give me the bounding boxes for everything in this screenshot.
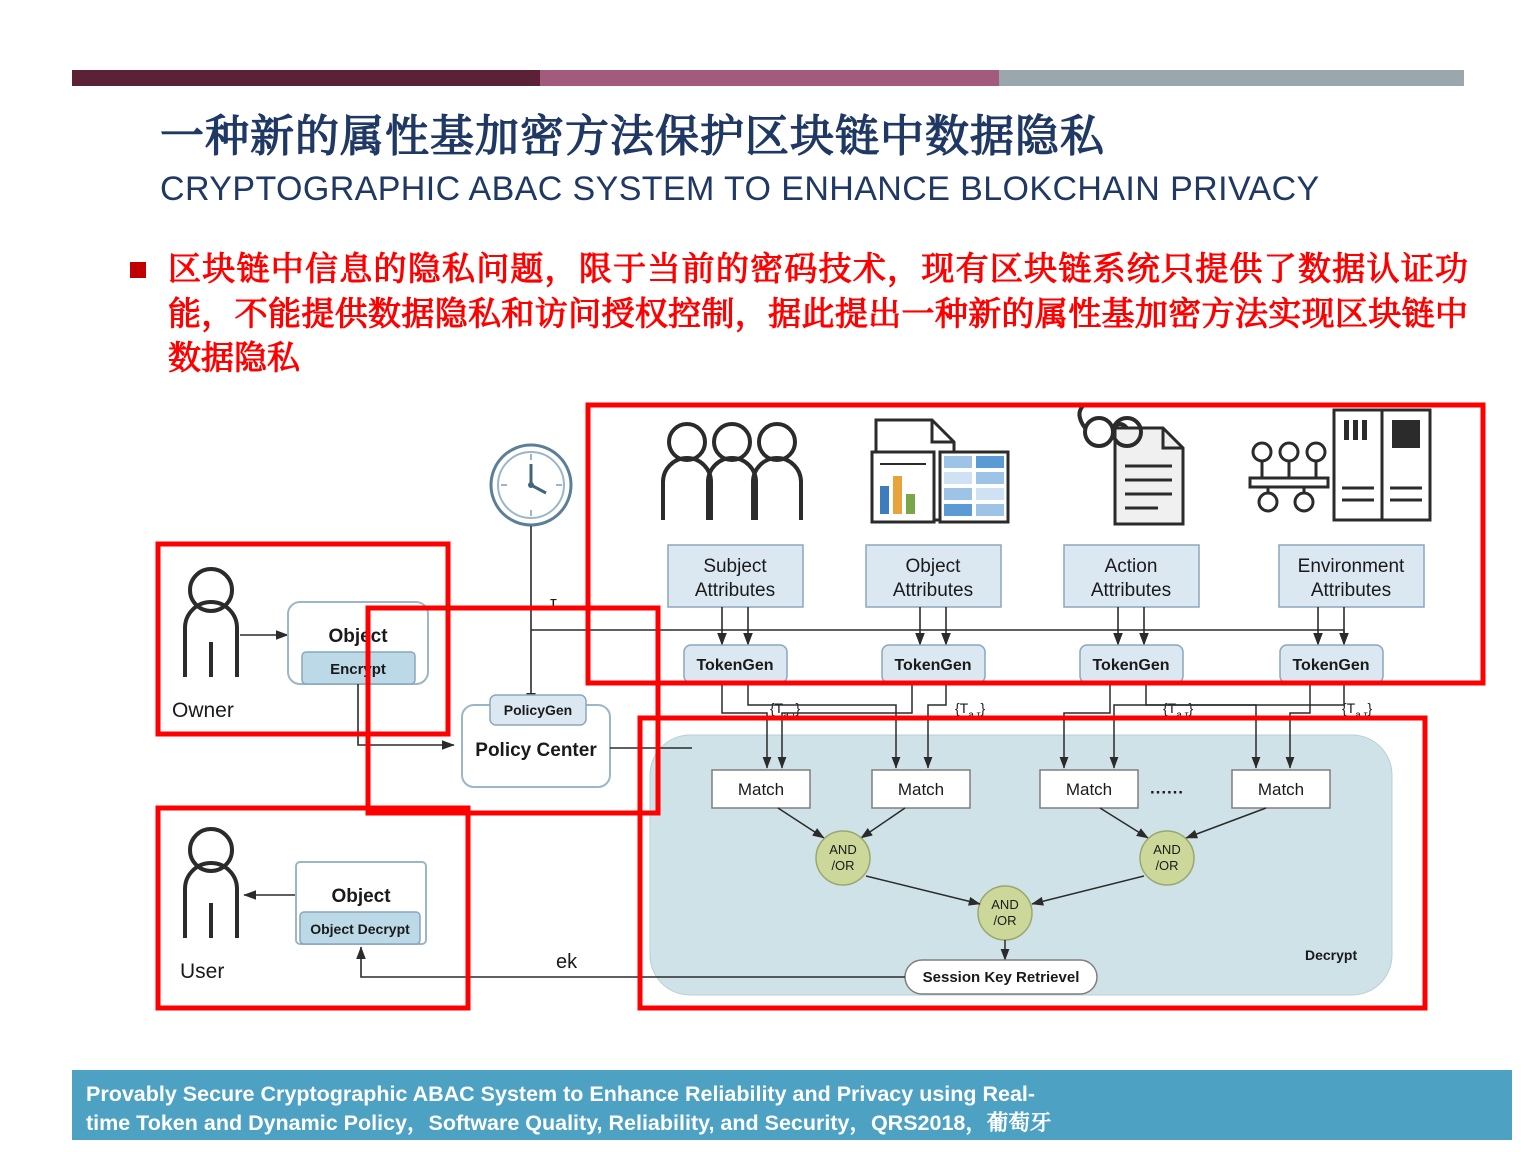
attribute-box-object-line1: Object — [905, 556, 961, 577]
attribute-box-object — [866, 545, 1001, 607]
object-decrypt-label: Object Decrypt — [310, 921, 410, 937]
session-key-retrieval-box — [905, 960, 1097, 994]
user-person-icon — [185, 829, 237, 938]
attribute-box-environment-line2: Attributes — [1310, 580, 1392, 601]
reference-line-2: time Token and Dynamic Policy，Software Quality, Reliability, and Security，QRS2018，葡萄牙 — [86, 1111, 1052, 1136]
token-set-open-4: {T — [1342, 700, 1356, 716]
match-box-3 — [1040, 770, 1138, 808]
top-bar-segment-1 — [72, 70, 540, 86]
logic-gate-root-line1: AND — [991, 897, 1019, 912]
logic-gate-1 — [816, 831, 870, 885]
owner-encrypt-label: Encrypt — [330, 661, 386, 678]
bullet-marker-icon — [130, 262, 146, 278]
token-set-sub-1: a,τ — [783, 710, 796, 721]
match-box-1-label: Match — [737, 780, 785, 799]
documents-icon — [872, 420, 1008, 522]
match-ellipsis: ······ — [1150, 783, 1184, 802]
tokengen-action-label: TokenGen — [1092, 657, 1170, 674]
match-box-2 — [872, 770, 970, 808]
tokengen-environment-label: TokenGen — [1292, 657, 1370, 674]
attribute-box-object-line2: Attributes — [892, 580, 974, 601]
attribute-box-action — [1064, 545, 1199, 607]
tokengen-environment — [1280, 645, 1383, 683]
logic-gate-1-line1: AND — [829, 842, 857, 857]
tokengen-object-label: TokenGen — [894, 657, 972, 674]
architecture-diagram — [0, 390, 1535, 1050]
reference-footer — [72, 1070, 1512, 1140]
owner-object-title: Object — [328, 626, 388, 647]
token-set-close-3: } — [1188, 700, 1194, 716]
slide-title-chinese: 一种新的属性基加密方法保护区块链中数据隐私 — [160, 112, 1105, 161]
owner-object-box — [288, 602, 428, 684]
tokengen-object — [882, 645, 985, 683]
match-box-2-label: Match — [897, 780, 945, 799]
tokengen-action — [1080, 645, 1183, 683]
logic-gate-1-line2: /OR — [831, 858, 855, 873]
top-bar-segment-3 — [999, 70, 1464, 86]
tokengen-subject — [684, 645, 787, 683]
decrypt-panel-label: Decrypt — [1305, 947, 1358, 963]
token-set-close-1: } — [795, 700, 801, 716]
attribute-box-subject-line2: Attributes — [694, 580, 776, 601]
slide-title-english: CRYPTOGRAPHIC ABAC SYSTEM TO ENHANCE BLOKCHAIN PRIVACY — [160, 170, 1320, 208]
user-label: User — [180, 960, 225, 983]
token-set-close-4: } — [1367, 700, 1373, 716]
token-set-sub-2: a,τ — [968, 710, 981, 721]
logic-gate-2-line1: AND — [1153, 842, 1181, 857]
match-box-1 — [712, 770, 810, 808]
user-object-box — [296, 862, 426, 944]
attribute-box-environment-line1: Environment — [1297, 556, 1405, 577]
owner-label: Owner — [172, 699, 234, 722]
attribute-box-subject — [668, 545, 803, 607]
user-object-title: Object — [331, 886, 391, 907]
attribute-box-subject-line1: Subject — [703, 556, 767, 577]
people-icon — [663, 424, 801, 520]
token-set-sub-4: a,τ — [1355, 710, 1368, 721]
match-box-4-label: Match — [1257, 780, 1305, 799]
server-icon — [1250, 410, 1430, 520]
attribute-box-action-line2: Attributes — [1090, 580, 1172, 601]
token-set-close-2: } — [980, 700, 986, 716]
token-set-open-1: {T — [770, 700, 784, 716]
bullet-text: 区块链中信息的隐私问题，限于当前的密码技术，现有区块链系统只提供了数据认证功能，不能提供数据隐私和访问授权控制，据此提出一种新的属性基加密方法实现区块链中数据隐私 — [168, 252, 1468, 378]
attribute-box-environment — [1279, 545, 1424, 607]
logic-gate-2-line2: /OR — [1155, 858, 1179, 873]
glasses-document-icon — [1079, 406, 1183, 524]
decorative-top-bars — [72, 70, 1464, 86]
policy-center-box — [462, 695, 610, 787]
token-set-open-3: {T — [1163, 700, 1177, 716]
reference-line-1: Provably Secure Cryptographic ABAC System to Enhance Reliability and Privacy using Real- — [86, 1082, 1036, 1106]
tokengen-subject-label: TokenGen — [696, 657, 774, 674]
clock-icon — [491, 445, 571, 525]
policygen-label: PolicyGen — [503, 702, 573, 718]
logic-gate-root-line2: /OR — [993, 913, 1017, 928]
bullet-paragraph — [130, 248, 1490, 382]
token-set-sub-3: a,τ — [1176, 710, 1189, 721]
ek-label: ek — [556, 951, 578, 973]
top-bar-segment-2 — [540, 70, 999, 86]
logic-gate-root — [978, 886, 1032, 940]
tau-label: τ — [550, 593, 557, 612]
policy-center-label: Policy Center — [475, 740, 597, 761]
logic-gate-2 — [1140, 831, 1194, 885]
match-box-4 — [1232, 770, 1330, 808]
match-box-3-label: Match — [1065, 780, 1113, 799]
owner-person-icon — [185, 569, 237, 677]
session-key-retrieval-label: Session Key Retrievel — [922, 969, 1080, 986]
attribute-box-action-line1: Action — [1104, 556, 1158, 577]
token-set-open-2: {T — [955, 700, 969, 716]
